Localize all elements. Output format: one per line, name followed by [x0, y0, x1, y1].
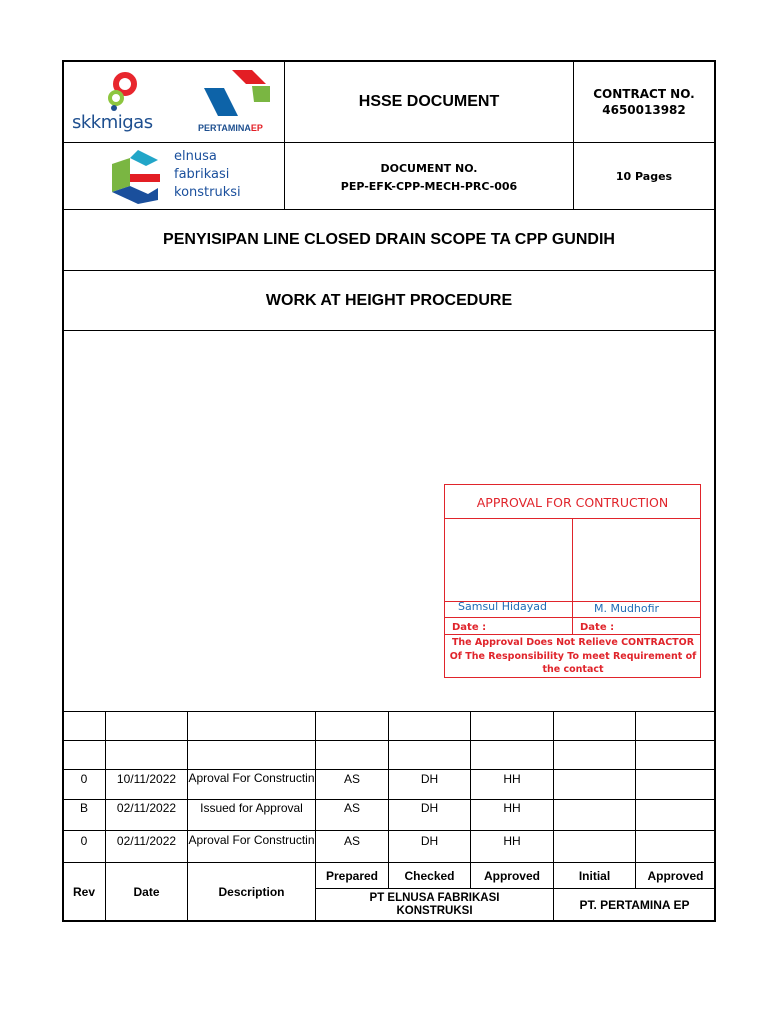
document-number-block [285, 160, 573, 196]
checked-cell: DH [420, 801, 439, 815]
description-header: Description [218, 884, 285, 899]
date-cell: 02/11/2022 [116, 834, 177, 848]
pertamina-wordmark: PERTAMINAEP [198, 123, 263, 133]
skkmigas-wordmark: skkmigas [72, 112, 153, 133]
contract-label: CONTRACT NO. [593, 87, 695, 101]
table-col-line [470, 711, 471, 888]
skkmigas-logo [70, 70, 170, 136]
checked-cell: DH [420, 772, 439, 786]
hsse-document-title: HSSE DOCUMENT [358, 93, 500, 110]
table-line [63, 799, 715, 800]
stamp-line [445, 617, 700, 618]
signer-left-name: Samsul Hidayad [458, 600, 547, 613]
elnusa-wordmark-line1: elnusa [174, 149, 217, 164]
table-col-line [388, 711, 389, 888]
prepared-header: Prepared [325, 868, 379, 883]
project-title: PENYISIPAN LINE CLOSED DRAIN SCOPE TA CPP GUNDIH [163, 231, 615, 248]
approved-cell: HH [503, 801, 521, 815]
rev-cell: B [79, 801, 88, 815]
approved2-header: Approved [647, 868, 704, 883]
date-cell: 10/11/2022 [116, 772, 177, 786]
prepared-cell: AS [343, 801, 360, 815]
approved-cell: HH [503, 834, 521, 848]
contractor-name: PT ELNUSA FABRIKASI KONSTRUKSI [369, 891, 500, 917]
rev-cell: 0 [80, 834, 88, 848]
date-cell: 02/11/2022 [116, 801, 177, 815]
date-header: Date [133, 884, 160, 899]
prepared-cell: AS [343, 834, 360, 848]
elnusa-emblem-icon [108, 146, 168, 206]
approved-cell: HH [503, 772, 521, 786]
elnusa-wordmark-line3: konstruksi [174, 185, 241, 200]
approved-header: Approved [483, 868, 540, 883]
initial-header: Initial [578, 868, 611, 883]
description-cell: Aproval For Constructin [188, 771, 315, 785]
rev-header: Rev [72, 884, 95, 899]
owner-name: PT. PERTAMINA EP [579, 897, 690, 912]
table-line [63, 711, 715, 712]
date-right-label: Date : [580, 622, 615, 633]
checked-cell: DH [420, 834, 439, 848]
contract-number: 4650013982 [602, 103, 686, 117]
checked-header: Checked [404, 868, 455, 883]
document-number: PEP-EFK-CPP-MECH-PRC-006 [340, 180, 518, 193]
elnusa-logo [108, 146, 258, 206]
table-line [63, 769, 715, 770]
elnusa-wordmark-line2: fabrikasi [174, 167, 230, 182]
table-line [63, 740, 715, 741]
document-label: DOCUMENT NO. [380, 162, 478, 175]
pertamina-logo [190, 68, 280, 140]
page-count: 10 Pages [615, 169, 673, 183]
approval-stamp-title: APPROVAL FOR CONTRUCTION [476, 494, 669, 510]
table-line [63, 830, 715, 831]
table-col-line [635, 711, 636, 888]
rev-cell: 0 [80, 772, 88, 786]
procedure-title: WORK AT HEIGHT PROCEDURE [265, 291, 513, 309]
pertamina-emblem-icon [190, 68, 280, 124]
description-cell: Issued for Approval [200, 801, 303, 815]
stamp-line [445, 634, 700, 635]
approval-note: The Approval Does Not Relieve CONTRACTOR Of The Responsibility To meet Requirement of the contact [449, 637, 697, 675]
signer-right-name: M. Mudhofir [594, 602, 660, 615]
date-left-label: Date : [452, 622, 487, 633]
prepared-cell: AS [343, 772, 360, 786]
title-row-line [63, 330, 715, 331]
contract-number-block [574, 86, 714, 118]
description-cell: Aproval For Constructin [188, 833, 315, 847]
